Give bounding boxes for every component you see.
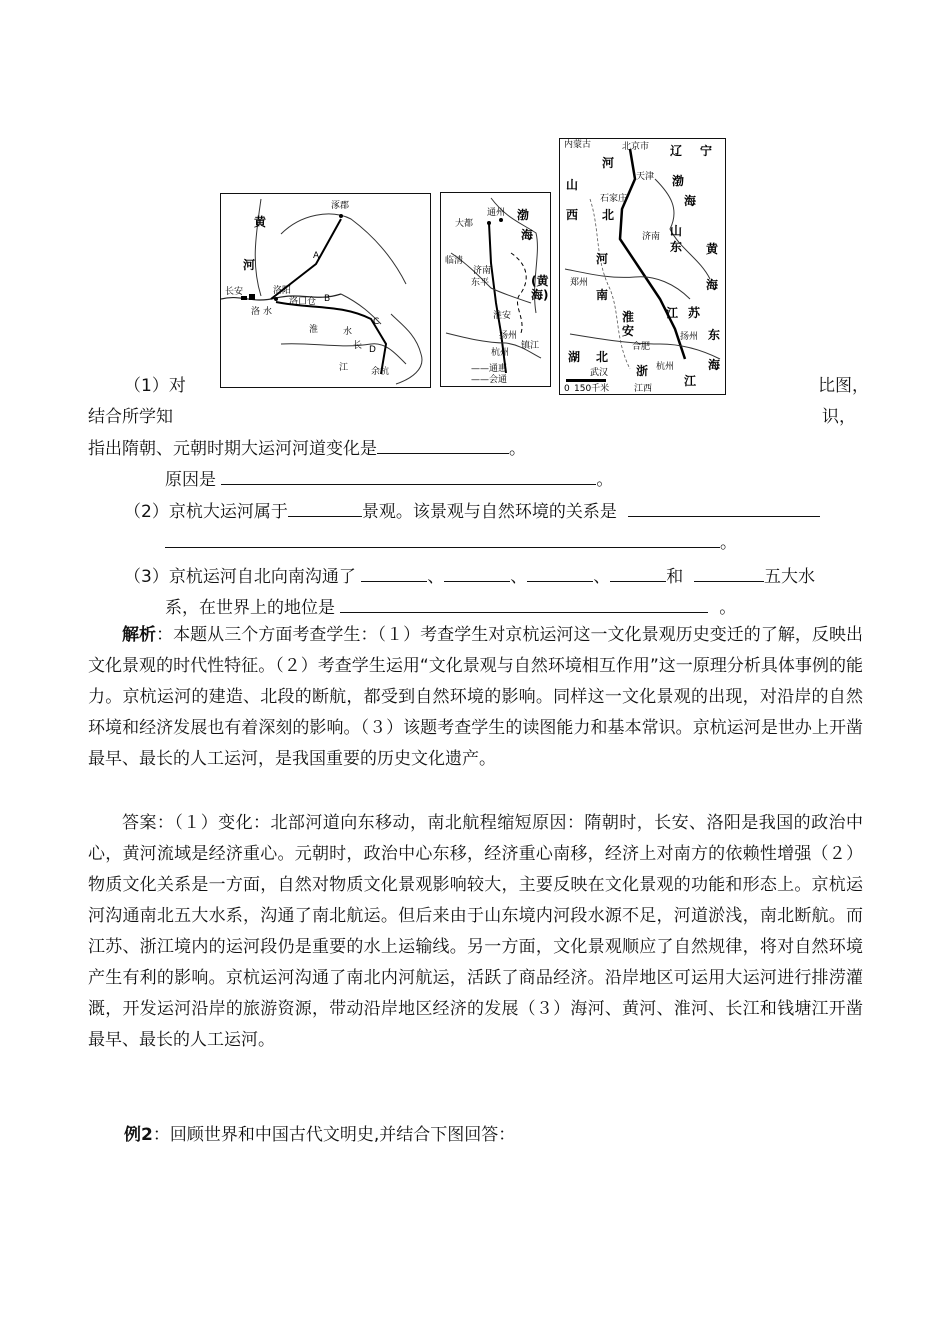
q2-blank1[interactable] <box>288 502 362 517</box>
map3-label: 海 <box>684 194 697 208</box>
q3-blank4[interactable] <box>610 567 666 582</box>
map2-label: 扬州 <box>499 331 518 341</box>
map3-label: 石家庄 <box>600 194 628 204</box>
map1-label: 长安 <box>225 287 244 297</box>
map3-label: 渤 <box>672 174 685 188</box>
map2-label: 镇江 <box>521 341 540 351</box>
map-yuan-canal <box>440 192 551 387</box>
map1-label: 洛 <box>251 307 261 317</box>
map1-label: C <box>373 317 380 327</box>
q1-reason-period: 。 <box>596 470 614 490</box>
map1-label: 河 <box>243 258 256 272</box>
map2-label: 东平 <box>471 278 490 288</box>
map3-label: 北京市 <box>622 142 650 152</box>
map3-label: 东 <box>670 240 683 254</box>
map3-label: 天津 <box>636 172 655 182</box>
q1-prefix: （1）对 <box>124 376 186 396</box>
map3-label: 浙 <box>636 364 649 378</box>
q3-line2 <box>165 593 736 618</box>
map2-label: 海) <box>531 288 549 302</box>
map1-label: 水 <box>343 327 353 337</box>
map1-label: 洛阳 <box>273 286 292 296</box>
q3-blank3[interactable] <box>527 567 593 582</box>
map-sui-canal <box>220 193 431 388</box>
map3-label: 武汉 <box>590 368 609 378</box>
q1-suffix: 比图， <box>818 376 869 396</box>
q3-prompt1: （3）京杭运河自北向南沟通了 <box>124 567 356 587</box>
map1-label: 余杭 <box>371 367 390 377</box>
map3-label: 山 <box>566 178 579 192</box>
map1-label: 涿郡 <box>331 201 350 211</box>
map3-label: 北 <box>602 208 615 222</box>
map3-label: 扬州 <box>680 332 699 342</box>
map3-label: 北 <box>596 350 609 364</box>
q3-blank1[interactable] <box>361 567 427 582</box>
q1-reason-label: 原因是 <box>165 470 216 490</box>
map1-label: 黄 <box>254 215 267 229</box>
map3-label: 江 <box>684 374 697 388</box>
q1-reason <box>165 465 613 490</box>
map3-label: 南 <box>596 288 609 302</box>
map3-label: 宁 <box>700 144 713 158</box>
map3-label: 安 <box>622 324 635 338</box>
map3-label: 淮 <box>622 310 635 324</box>
map2-label: ——通惠 <box>471 364 508 374</box>
map1-label: D <box>369 345 376 355</box>
answer-paragraph <box>88 808 863 1056</box>
map2-label: 渤 <box>517 208 530 222</box>
map2-label: 大都 <box>455 219 474 229</box>
q3-and: 和 <box>666 567 684 587</box>
q2-line1 <box>124 497 820 522</box>
map3-label: 河 <box>602 156 615 170</box>
q1-line2-suffix: 识， <box>822 407 856 427</box>
map2-label: 临清 <box>445 256 464 266</box>
map3-label: 辽 <box>670 144 683 158</box>
map3-label: 黄 <box>706 242 719 256</box>
q2-line2 <box>165 528 737 553</box>
analysis-label: 解析 <box>122 625 157 645</box>
q2-blank2[interactable] <box>628 502 820 517</box>
map3-label: 西 <box>566 208 579 222</box>
map1-label: A <box>313 251 320 261</box>
q1-answer-blank[interactable] <box>377 439 509 454</box>
map2-label: 海 <box>521 228 534 242</box>
q3-blank6[interactable] <box>340 598 708 613</box>
map3-label: 东 <box>708 328 721 342</box>
map1-label: 淮 <box>309 325 319 335</box>
map3-label: 山 <box>670 224 683 238</box>
q3-period: 。 <box>719 598 737 618</box>
map3-label: 湖 <box>568 350 581 364</box>
q2-period: 。 <box>720 533 737 553</box>
example2-label: 例2 <box>124 1125 153 1145</box>
q1-prompt: 指出隋朝、元朝时期大运河河道变化是 <box>88 439 377 459</box>
map2-label: 通州 <box>487 208 506 218</box>
example2-text: ：回顾世界和中国古代文明史,并结合下图回答： <box>152 1125 516 1145</box>
analysis-text: ：本题从三个方面考查学生：（１）考查学生对京杭运河这一文化景观历史变迁的了解，反映出文化景观的时代性特征。（２）考查学生运用“文化景观与自然环境相互作用”这一原理分析具体事例的能力。京杭运河的建造、北段的断航，都受到自然环境的影响。同样这一文化景观的出现，对沿岸的自然环境和经济发展也有着深刻的影响。（３）该题考查学生的读图能力和基本常识。京杭运河是世办上开凿最早、最长的人工运河，是我国重要的历史文化遗产。 <box>88 625 864 769</box>
q3-sep: 、 <box>593 567 611 587</box>
map1-label: 江 <box>339 363 349 373</box>
map3-label: 苏 <box>688 306 701 320</box>
q3-prompt2: 五大水 <box>764 567 816 587</box>
map3-label: 海 <box>706 278 719 292</box>
q2-prompt2: 景观。该景观与自然环境的关系是 <box>361 502 617 522</box>
analysis-paragraph <box>88 620 863 775</box>
q1-reason-blank[interactable] <box>221 470 596 485</box>
map3-label: 150千米 <box>574 384 610 394</box>
map2-label: 淮安 <box>493 311 512 321</box>
map3-label: 海 <box>708 358 721 372</box>
map2-label: 济南 <box>473 266 492 276</box>
map2-label: (黄 <box>531 274 549 288</box>
map2-label: ——会通 <box>471 375 508 385</box>
map3-label: 内蒙古 <box>564 140 592 150</box>
answer-text: 答案：（１）变化：北部河道向东移动，南北航程缩短原因：隋朝时，长安、洛阳是我国的政治中心，黄河流域是经济重心。元朝时，政治中心东移，经济重心南移，经济上对南方的依赖性增强（２）物质文化关系是一方面，自然对物质文化景观影响较大，主要反映在文化景观的功能和形态上。京杭运河沟通南北五大水系，沟通了南北航运。但后来由于山东境内河段水源不足，河道淤浅，南北断航。而江苏、浙江境内的运河段仍是重要的水上运输线。另一方面，文化景观顺应了自然规律，将对自然环境产生有利的影响。京杭运河沟通了南北内河航运，活跃了商品经济。沿岸地区可运用大运河进行排涝灌溉，开发运河沿岸的旅游资源，带动沿岸地区经济的发展（３）海河、黄河、淮河、长江和钱塘江开凿最早、最长的人工运河。 <box>88 813 863 1050</box>
map3-label: 合肥 <box>632 342 651 352</box>
map3-label: 杭州 <box>656 362 675 372</box>
map3-label: 济南 <box>642 232 661 242</box>
map3-label: 河 <box>596 252 609 266</box>
q1-line3 <box>88 434 526 459</box>
q2-blank3[interactable] <box>165 533 720 548</box>
map3-label: 江西 <box>634 384 653 394</box>
map2-label: 杭州 <box>491 348 510 358</box>
q1-line2-prefix: 结合所学知 <box>88 407 173 427</box>
example2 <box>124 1120 515 1145</box>
map3-label: 郑州 <box>570 278 589 288</box>
q3-prompt3: 系，在世界上的地位是 <box>165 598 335 618</box>
map3-label: 0 <box>564 384 570 394</box>
q1-period: 。 <box>509 439 526 459</box>
map-jinghang-canal <box>559 138 726 395</box>
map1-label: 洛口仓 <box>289 297 317 307</box>
q3-blank5[interactable] <box>694 567 764 582</box>
q3-sep: 、 <box>510 567 528 587</box>
q3-line1 <box>124 562 815 587</box>
map1-label: B <box>324 294 331 304</box>
map3-label: 江 <box>666 306 679 320</box>
q3-sep: 、 <box>427 567 445 587</box>
map1-label: 水 <box>263 307 273 317</box>
map1-label: 长 <box>353 341 363 351</box>
q2-prompt1: （2）京杭大运河属于 <box>124 502 288 522</box>
q3-blank2[interactable] <box>444 567 510 582</box>
